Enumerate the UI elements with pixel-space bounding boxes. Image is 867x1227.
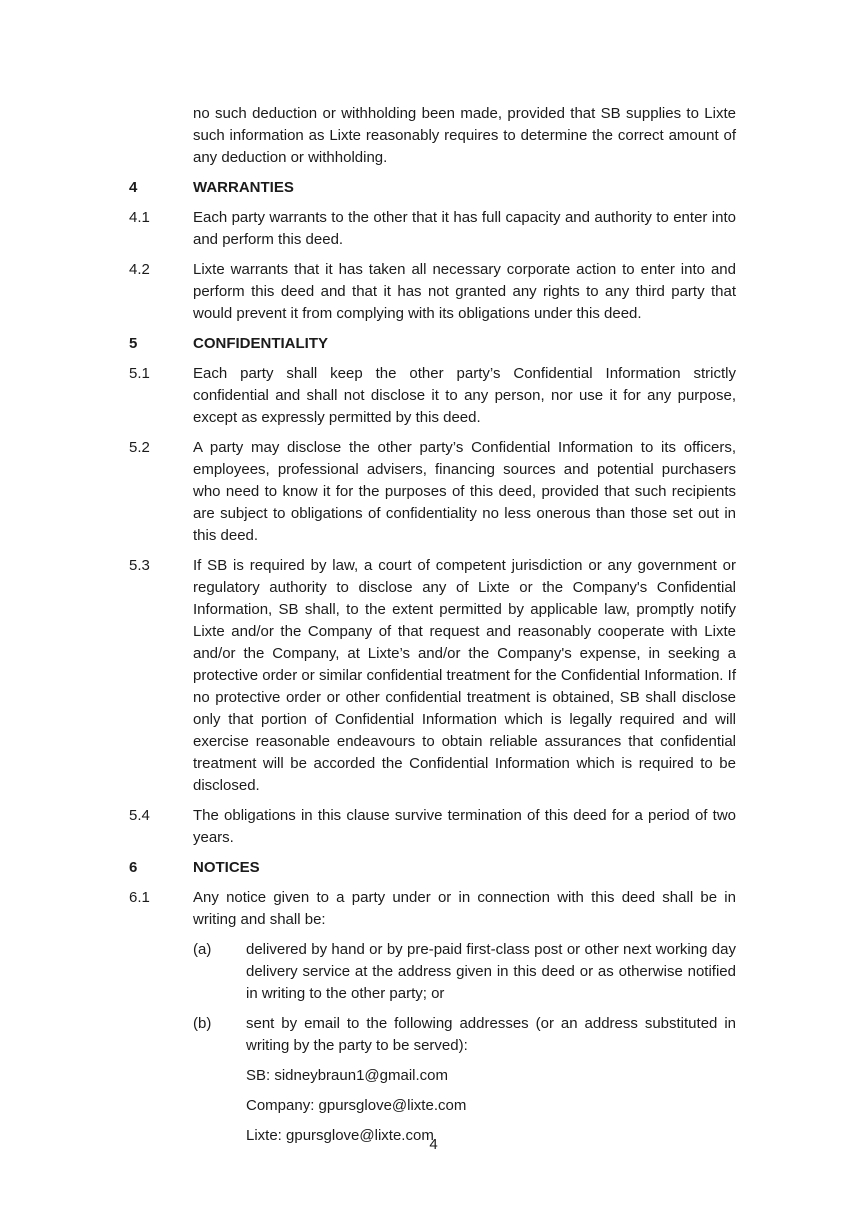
section-title: NOTICES	[193, 859, 260, 876]
sub-clause-row	[193, 939, 736, 1005]
email-line-sb	[129, 1065, 736, 1087]
document-content	[129, 103, 736, 1155]
page-number: 4	[429, 1136, 438, 1153]
clause-number: 5.2	[129, 439, 150, 456]
sub-clause-a	[129, 939, 736, 1005]
clause-5-2	[129, 437, 736, 547]
clause-number-empty	[129, 939, 193, 1005]
sub-clause-label: (b)	[193, 1015, 212, 1032]
email-address-sb: SB: sidneybraun1@gmail.com	[246, 1067, 448, 1084]
clause-number: 6.1	[129, 889, 150, 906]
paragraph-continuation	[129, 103, 736, 169]
clause-4-2	[129, 259, 736, 325]
sub-clause-label: (a)	[193, 941, 212, 958]
section-number: 6	[129, 859, 138, 876]
clause-text: Each party shall keep the other party’s Confidential Information strictly confidential and shall not disclose it to any person, nor use it for any purpose, except as expressly permitted by this deed.	[193, 365, 736, 426]
email-address-lixte: Lixte: gpursglove@lixte.com	[246, 1127, 434, 1144]
sub-clause-container	[193, 1013, 736, 1057]
sub-clause-row	[193, 1013, 736, 1057]
clause-text: Each party warrants to the other that it has full capacity and authority to enter into and perform this deed.	[193, 209, 736, 248]
sub-clause-b	[129, 1013, 736, 1057]
clause-5-4	[129, 805, 736, 849]
email-address-company: Company: gpursglove@lixte.com	[246, 1097, 467, 1114]
clause-number: 5.1	[129, 365, 150, 382]
clause-number: 4.2	[129, 261, 150, 278]
section-heading-notices	[129, 857, 736, 879]
paragraph-text: no such deduction or withholding been made, provided that SB supplies to Lixte such information as Lixte reasonably requires to determine the correct amount of any deduction or withholding.	[193, 105, 736, 166]
sub-clause-container	[193, 939, 736, 1005]
clause-5-1	[129, 363, 736, 429]
section-title: WARRANTIES	[193, 179, 294, 196]
clause-number-empty	[129, 103, 193, 169]
clause-number-empty	[129, 1095, 193, 1117]
clause-5-3	[129, 555, 736, 797]
section-heading-warranties	[129, 177, 736, 199]
clause-6-1	[129, 887, 736, 931]
clause-text: If SB is required by law, a court of competent jurisdiction or any government or regulatory authority to disclose any of Lixte or the Company's Confidential Information, SB shall, to the extent permitted by applicable law, promptly notify Lixte and/or the Company of that request and reasonably cooperate with Lixte and/or the Company, at Lixte’s and/or the Company's expense, in seeking a protective order or similar confidential treatment for the Confidential Information. If no protective order or other confidential treatment is obtained, SB shall disclose only that portion of Confidential Information which is legally required and will exercise reasonable endeavours to obtain reliable assurances that confidential treatment will be accorded the Confidential Information which is required to be disclosed.	[193, 557, 736, 794]
clause-text: Lixte warrants that it has taken all necessary corporate action to enter into and perform this deed and that it has not granted any rights to any third party that would prevent it from complying with its obligations under this deed.	[193, 261, 736, 322]
clause-4-1	[129, 207, 736, 251]
clause-number: 5.4	[129, 807, 150, 824]
clause-number: 4.1	[129, 209, 150, 226]
section-heading-confidentiality	[129, 333, 736, 355]
clause-text: The obligations in this clause survive termination of this deed for a period of two years.	[193, 807, 736, 846]
clause-number-empty	[129, 1065, 193, 1087]
clause-number: 5.3	[129, 557, 150, 574]
section-title: CONFIDENTIALITY	[193, 335, 328, 352]
section-number: 5	[129, 335, 138, 352]
sub-clause-text: delivered by hand or by pre-paid first-class post or other next working day delivery service at the address given in this deed or as otherwise notified in writing to the other party; or	[246, 941, 736, 1002]
sub-clause-text: sent by email to the following addresses (or an address substituted in writing by the party to be served):	[246, 1015, 736, 1054]
section-number: 4	[129, 179, 138, 196]
email-line-company	[129, 1095, 736, 1117]
clause-text: Any notice given to a party under or in connection with this deed shall be in writing and shall be:	[193, 889, 736, 928]
clause-text: A party may disclose the other party’s Confidential Information to its officers, employees, professional advisers, financing sources and potential purchasers who need to know it for the purposes of this deed, provided that such recipients are subject to obligations of confidentiality no less onerous than those set out in this deed.	[193, 439, 736, 544]
clause-number-empty	[129, 1013, 193, 1057]
